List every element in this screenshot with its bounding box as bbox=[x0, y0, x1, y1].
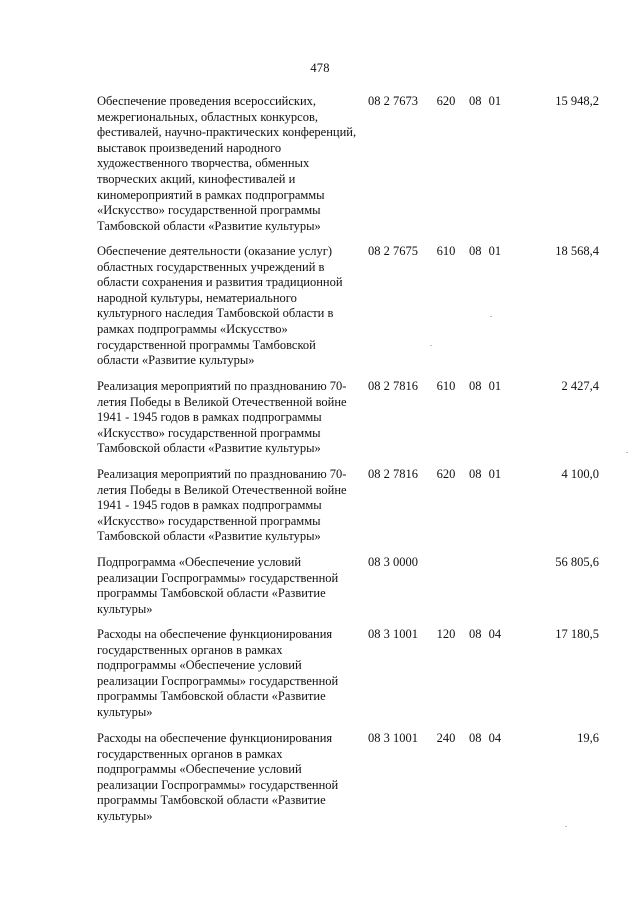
row-target-article-code: 08 2 7816 bbox=[368, 467, 418, 481]
row-expense-type-code: 120 bbox=[436, 627, 456, 641]
row-description: Обеспечение деятельности (оказание услуг) областных государственных учреждений в области сохранения и развития традиционной народной культуры, нематериального культурного наследия Тамбовской области в рамках подпрограммы «Искусство» государственной программы Тамбовской области «Развитие культуры» bbox=[97, 244, 343, 368]
row-description: Подпрограмма «Обеспечение условий реализации Госпрограммы» государственной программы Тамбовской области «Развитие культуры» bbox=[97, 555, 339, 616]
scan-speck bbox=[565, 826, 567, 827]
row-target-article-code: 08 2 7816 bbox=[368, 379, 418, 393]
table-row bbox=[0, 627, 640, 731]
page-number: 478 bbox=[310, 61, 330, 75]
scan-speck bbox=[626, 452, 628, 453]
row-description: Обеспечение проведения всероссийских, межрегиональных, областных конкурсов, фестивалей, научно-практических конференций, выставок произведений народного художественного творчества, обменных творческих акций, кинофестивалей и киномероприятий в рамках подпрограммы «Искусство» государственной программы Тамбовской области «Развитие культуры» bbox=[97, 94, 357, 233]
row-description: Расходы на обеспечение функционирования государственных органов в рамках подпрограммы «Обеспечение условий реализации Госпрограммы» государственной программы Тамбовской области «Развитие культуры» bbox=[97, 731, 339, 823]
table-row bbox=[0, 94, 640, 244]
row-amount: 19,6 bbox=[577, 731, 599, 745]
row-amount: 2 427,4 bbox=[561, 379, 599, 393]
row-expense-type-code: 610 bbox=[436, 379, 456, 393]
row-expense-type-code: 620 bbox=[436, 467, 456, 481]
row-description: Реализация мероприятий по празднованию 70-летия Победы в Великой Отечественной войне 1941 - 1945 годов в рамках подпрограммы «Искусство» государственной программы Тамбовской области «Развитие культуры» bbox=[97, 467, 347, 544]
row-description: Реализация мероприятий по празднованию 70-летия Победы в Великой Отечественной войне 1941 - 1945 годов в рамках подпрограммы «Искусство» государственной программы Тамбовской области «Развитие культуры» bbox=[97, 379, 347, 456]
scan-speck bbox=[430, 345, 432, 346]
budget-table bbox=[0, 94, 640, 835]
row-target-article-code: 08 3 0000 bbox=[368, 555, 418, 569]
row-section-code: 08 01 bbox=[468, 379, 502, 393]
row-target-article-code: 08 2 7675 bbox=[368, 244, 418, 258]
row-description: Расходы на обеспечение функционирования государственных органов в рамках подпрограммы «Обеспечение условий реализации Госпрограммы» государственной программы Тамбовской области «Развитие культуры» bbox=[97, 627, 339, 719]
row-amount: 18 568,4 bbox=[555, 244, 599, 258]
row-amount: 15 948,2 bbox=[555, 94, 599, 108]
row-section-code: 08 01 bbox=[468, 467, 502, 481]
row-expense-type-code: 610 bbox=[436, 244, 456, 258]
row-amount: 56 805,6 bbox=[555, 555, 599, 569]
table-row bbox=[0, 731, 640, 835]
row-expense-type-code: 240 bbox=[436, 731, 456, 745]
row-target-article-code: 08 3 1001 bbox=[368, 731, 418, 745]
row-target-article-code: 08 3 1001 bbox=[368, 627, 418, 641]
row-section-code: 08 01 bbox=[468, 244, 502, 258]
row-amount: 17 180,5 bbox=[555, 627, 599, 641]
row-section-code: 08 04 bbox=[468, 731, 502, 745]
row-section-code: 08 04 bbox=[468, 627, 502, 641]
table-row bbox=[0, 379, 640, 467]
row-amount: 4 100,0 bbox=[561, 467, 599, 481]
row-section-code: 08 01 bbox=[468, 94, 502, 108]
table-row bbox=[0, 467, 640, 555]
row-expense-type-code: 620 bbox=[436, 94, 456, 108]
row-target-article-code: 08 2 7673 bbox=[368, 94, 418, 108]
scan-speck bbox=[490, 316, 492, 317]
table-row bbox=[0, 244, 640, 379]
table-row bbox=[0, 555, 640, 627]
